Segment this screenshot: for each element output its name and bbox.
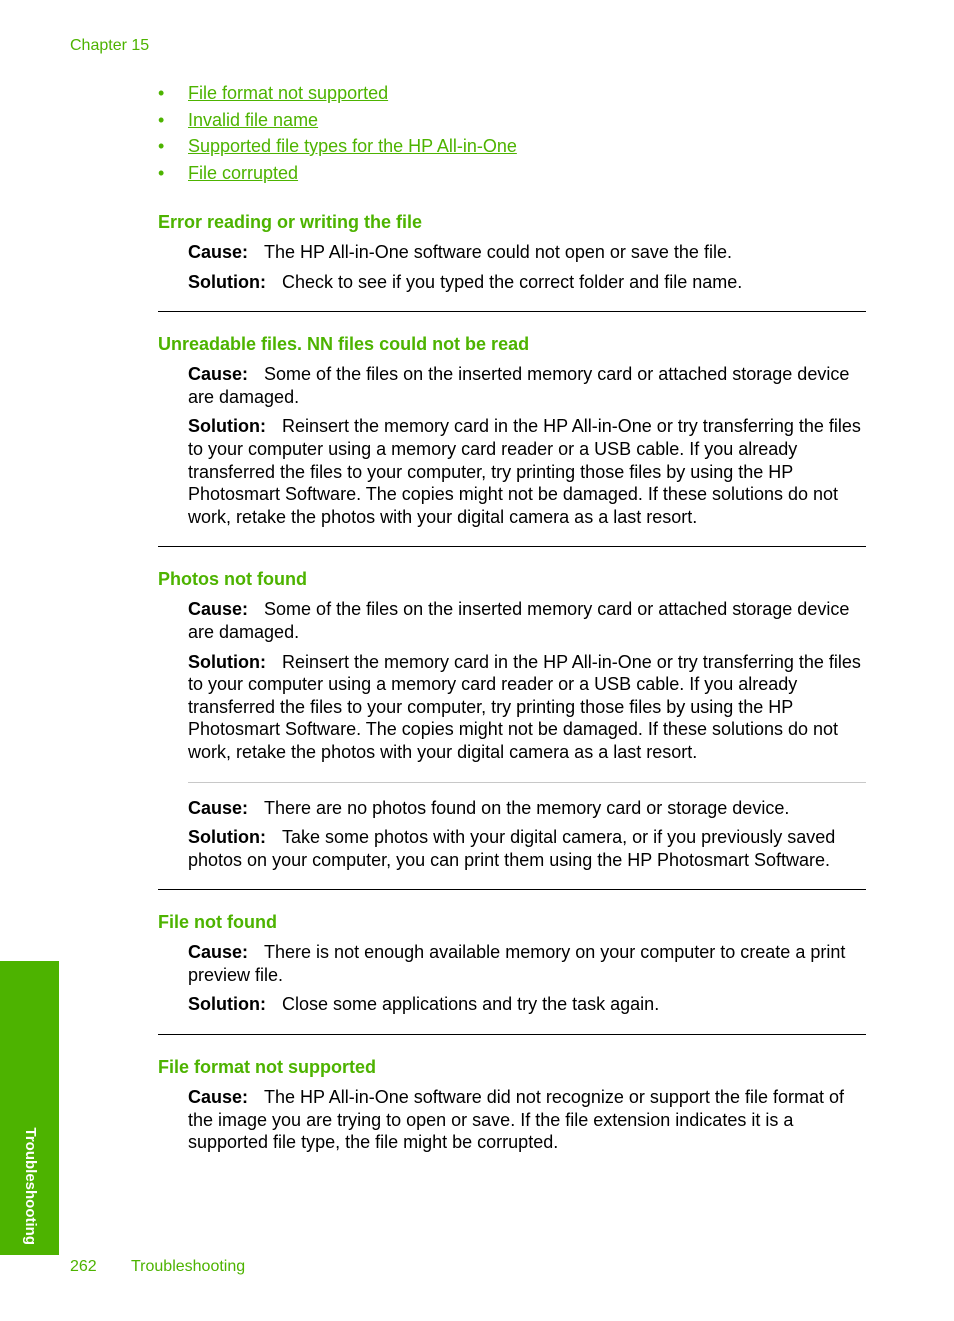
section-body-secondary: [188, 797, 866, 872]
solution-paragraph: [188, 415, 866, 528]
cause-text: The HP All-in-One software did not recognize or support the file format of the image you are trying to open or save. If the file extension indicates it is a supported file type, the file might be corrupted.: [188, 1087, 844, 1153]
section-divider: [158, 546, 866, 547]
section-heading: Error reading or writing the file: [158, 212, 423, 232]
footer-section-label: Troubleshooting: [131, 1258, 246, 1275]
solution-label: Solution:: [188, 994, 266, 1015]
section-heading: Photos not found: [158, 569, 307, 590]
cause-paragraph: [188, 241, 866, 264]
cause-paragraph: [188, 1086, 866, 1154]
chapter-label: Chapter 15: [70, 37, 150, 54]
side-tab-label: Troubleshooting: [21, 1127, 39, 1245]
list-item: [158, 160, 517, 187]
cause-text: The HP All-in-One software could not open or save the file.: [264, 242, 732, 262]
solution-text: Check to see if you typed the correct folder and file name.: [281, 271, 743, 292]
section-file-not-found: [158, 910, 866, 1016]
section-body: [188, 363, 866, 528]
cause-paragraph: [188, 797, 866, 820]
section-file-format-not-supported: [158, 1055, 866, 1154]
cause-text: Some of the files on the inserted memory card or attached storage device are damaged.: [188, 364, 850, 407]
solution-paragraph: [188, 993, 866, 1016]
link-file-corrupted[interactable]: File corrupted: [188, 162, 299, 183]
cause-label: Cause:: [188, 942, 249, 963]
solution-label: Solution:: [188, 416, 266, 437]
section-photos-not-found: [158, 567, 866, 871]
cause-label: Cause:: [188, 242, 249, 262]
list-item: [158, 107, 517, 134]
cause-paragraph: [188, 363, 866, 408]
bullet: •: [158, 109, 165, 130]
section-body: [188, 1086, 866, 1154]
solution-text: Reinsert the memory card in the HP All-in-One or try transferring the files to your computer using a memory card reader or a USB cable. If you already transferred the files to your computer, try printing those files by using the HP Photosmart Software. The copies might not be damaged. If these solutions do not work, retake the photos with your digital camera as a last resort.: [188, 416, 861, 527]
cause-label: Cause:: [188, 797, 249, 818]
list-item: [158, 133, 517, 160]
solution-text: Reinsert the memory card in the HP All-in-One or try transferring the files to your computer using a memory card reader or a USB cable. If you already transferred the files to your computer, try printing those files by using the HP Photosmart Software. The copies might not be damaged. If these solutions do not work, retake the photos with your digital camera as a last resort.: [188, 651, 861, 762]
bullet: •: [158, 136, 165, 156]
bullet: •: [158, 162, 165, 183]
solution-label: Solution:: [188, 651, 266, 672]
cause-label: Cause:: [188, 1087, 249, 1108]
section-unreadable-files: [158, 332, 866, 528]
section-divider: [158, 889, 866, 890]
link-invalid-file-name[interactable]: Invalid file name: [188, 109, 319, 130]
solution-text: Take some photos with your digital camera, or if you previously saved photos on your computer, you can print them using the HP Photosmart Software.: [188, 827, 836, 870]
bullet: •: [158, 83, 165, 103]
page-number: 262: [70, 1258, 97, 1275]
section-body: [188, 941, 866, 1016]
section-error-reading-writing: [158, 210, 866, 293]
cause-text: Some of the files on the inserted memory card or attached storage device are damaged.: [188, 599, 850, 642]
link-file-format-not-supported[interactable]: File format not supported: [188, 83, 389, 103]
solution-paragraph: [188, 826, 866, 871]
solution-paragraph: [188, 651, 866, 764]
solution-paragraph: [188, 271, 866, 294]
solution-label: Solution:: [188, 827, 266, 848]
section-divider: [158, 311, 866, 312]
list-item: [158, 80, 517, 107]
solution-text: Close some applications and try the task again.: [281, 994, 660, 1015]
section-heading: Unreadable files. NN files could not be read: [158, 334, 530, 355]
main-content: [158, 210, 866, 1154]
cause-paragraph: [188, 941, 866, 986]
solution-label: Solution:: [188, 271, 266, 292]
related-links-list: [158, 80, 517, 186]
section-divider: [158, 1034, 866, 1035]
sub-divider: [188, 782, 866, 783]
cause-text: There are no photos found on the memory card or storage device.: [264, 797, 790, 818]
cause-paragraph: [188, 598, 866, 643]
cause-label: Cause:: [188, 364, 249, 385]
section-heading: File format not supported: [158, 1057, 376, 1078]
cause-text: There is not enough available memory on your computer to create a print preview file.: [188, 942, 846, 985]
link-supported-file-types[interactable]: Supported file types for the HP All-in-One: [188, 136, 517, 156]
section-heading: File not found: [158, 912, 277, 933]
side-tab: [0, 961, 59, 1255]
cause-label: Cause:: [188, 599, 249, 620]
section-body: [188, 598, 866, 763]
section-body: [188, 241, 866, 293]
